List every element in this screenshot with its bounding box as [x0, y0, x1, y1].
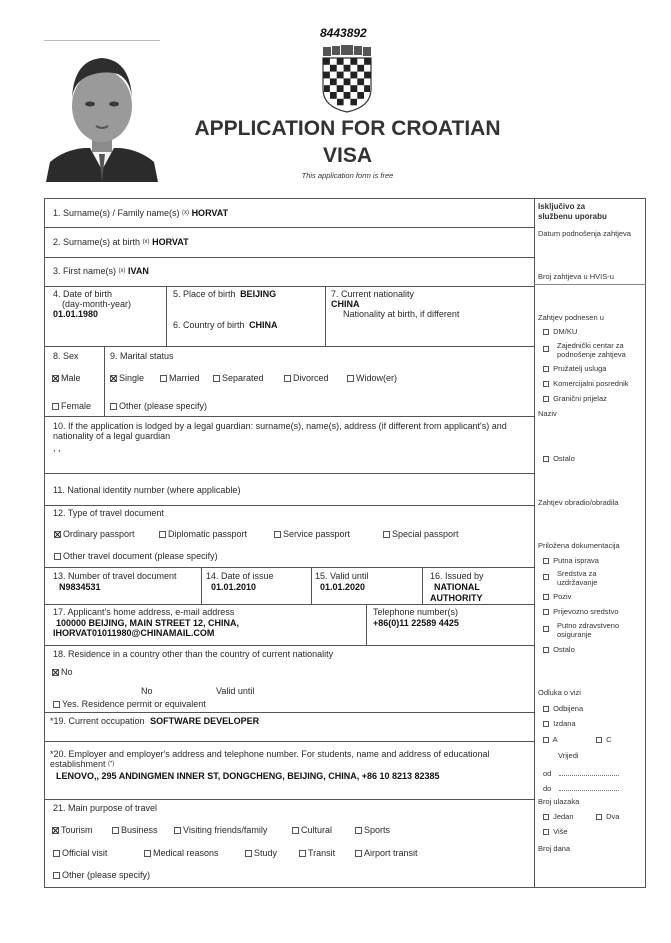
option-label: Business: [121, 825, 158, 835]
purpose-visiting-option[interactable]: [174, 825, 267, 835]
checkbox[interactable]: [543, 574, 549, 580]
col-divider: [166, 286, 167, 346]
checkbox[interactable]: [347, 375, 354, 382]
sidebar-odluka-label: Odluka o vizi: [538, 688, 581, 697]
field-value: N9834531: [59, 582, 101, 592]
checkbox[interactable]: [543, 594, 549, 600]
checkbox[interactable]: [543, 456, 549, 462]
checkbox[interactable]: [596, 737, 602, 743]
checkbox[interactable]: [112, 827, 119, 834]
checkbox[interactable]: [52, 403, 59, 410]
sidebar-dokumentacija-label: Priložena dokumentacija: [538, 541, 620, 550]
row-divider: [44, 473, 534, 474]
field-value: BEIJING: [240, 289, 277, 299]
marital-widow-option[interactable]: [347, 373, 397, 383]
option-label: Male: [61, 373, 81, 383]
checkbox[interactable]: [299, 850, 306, 857]
option-label: Transit: [308, 848, 336, 858]
sidebar-vrijedi-label: Vrijedi: [558, 751, 579, 760]
sidebar-do-field[interactable]: do: [543, 782, 619, 793]
sidebar-opt-dva[interactable]: Dva: [596, 812, 619, 821]
sidebar-dana-label: Broj dana: [538, 844, 571, 853]
field-17-home-address[interactable]: [53, 607, 239, 639]
checkbox[interactable]: [543, 346, 549, 352]
option-label: Other (please specify): [62, 870, 151, 880]
field-2-surname-at-birth[interactable]: [53, 237, 189, 247]
field-label: 4. Date of birth: [53, 289, 113, 299]
checkbox[interactable]: [543, 814, 549, 820]
field-sup: (x): [142, 239, 150, 245]
checkbox[interactable]: [543, 558, 549, 564]
sidebar-divider: [534, 198, 535, 888]
checkbox[interactable]: [53, 872, 60, 879]
row-divider: [44, 645, 534, 646]
field-3-first-name[interactable]: [53, 266, 149, 276]
option-label: Diplomatic passport: [168, 529, 248, 539]
field-15-valid-until[interactable]: [315, 571, 368, 593]
checkbox[interactable]: [54, 553, 61, 560]
option-label: Other (please specify): [119, 401, 208, 411]
od-input[interactable]: [559, 767, 619, 776]
sidebar-obradio-label: Zahtjev obradio/obradila: [538, 498, 619, 507]
checkbox[interactable]: [144, 850, 151, 857]
field-label: *20. Employer and employer's address and telephone number. For students, name and address of educational establishment (*): [50, 749, 490, 769]
purpose-business-option[interactable]: [112, 825, 158, 835]
sidebar-opt-vise[interactable]: Više: [543, 827, 568, 836]
sidebar-opt-izdana[interactable]: Izdana: [543, 719, 576, 728]
sidebar-opt-ostalo2[interactable]: Ostalo: [543, 645, 575, 654]
form-title-line2: VISA: [322, 144, 372, 167]
sidebar-number-label: Broj zahtjeva u HVIS-u: [538, 272, 614, 281]
col-divider: [422, 567, 423, 604]
option-label: Service passport: [283, 529, 351, 539]
field-17-telephone[interactable]: [373, 607, 459, 628]
row-divider: [44, 741, 534, 742]
sidebar-opt-jedan[interactable]: Jedan: [543, 812, 574, 821]
marital-married-option[interactable]: [160, 373, 200, 383]
applicant-photo: [44, 40, 160, 182]
field-label: 7. Current nationality: [331, 289, 415, 299]
sidebar-opt-komercijalni[interactable]: Komercijalni posrednik: [543, 379, 629, 388]
checkbox[interactable]: [543, 366, 549, 372]
field-9-marital-label: 9. Marital status: [110, 351, 174, 361]
row-divider: [44, 567, 534, 568]
sidebar-opt-putna[interactable]: Putna isprava: [543, 556, 599, 565]
field-label: 16. Issued by: [430, 571, 484, 581]
col-divider: [366, 604, 367, 645]
residence-no-option[interactable]: [52, 667, 73, 677]
purpose-transit-option[interactable]: [299, 848, 335, 858]
field-6-country-of-birth[interactable]: [173, 320, 278, 330]
marital-other-option[interactable]: [110, 401, 207, 411]
sidebar-opt-granicni[interactable]: Granični prijelaz: [543, 394, 607, 403]
checkbox-checked[interactable]: [54, 531, 61, 538]
field-value: IVAN: [128, 266, 149, 276]
field-label: *19. Current occupation: [50, 716, 145, 726]
checkbox[interactable]: [292, 827, 299, 834]
document-number: 8443892: [320, 26, 367, 40]
option-label: Visiting friends/family: [183, 825, 268, 835]
sidebar-opt-pruzatelj[interactable]: Pružatelj usluga: [543, 364, 606, 373]
checkbox[interactable]: [53, 701, 60, 708]
field-5-place-of-birth[interactable]: [173, 289, 276, 299]
row-divider: [44, 505, 534, 506]
option-label: Medical reasons: [153, 848, 219, 858]
field-20-employer[interactable]: [50, 749, 520, 781]
option-label: Female: [61, 401, 92, 411]
option-label: No: [61, 667, 73, 677]
checkbox[interactable]: [355, 850, 362, 857]
field-19-occupation[interactable]: [50, 716, 259, 726]
purpose-airport-option[interactable]: [355, 848, 418, 858]
checkbox[interactable]: [543, 829, 549, 835]
sidebar-date-label: Datum podnošenja zahtjeva: [538, 229, 631, 238]
field-value: 01.01.1980: [53, 309, 99, 319]
sidebar-opt-putno[interactable]: Putno zdravstveno osiguranje: [543, 621, 619, 639]
doc-diplomatic-option[interactable]: [159, 529, 247, 539]
purpose-other-option[interactable]: [53, 870, 150, 880]
option-label: Airport transit: [364, 848, 418, 858]
field-sup: (x): [118, 268, 126, 274]
field-label: 2. Surname(s) at birth: [53, 237, 141, 247]
field-label: 15. Valid until: [315, 571, 369, 581]
sidebar-opt-odbijena[interactable]: Odbijena: [543, 704, 583, 713]
field-value: 01.01.2020: [320, 582, 366, 592]
residence-valid-until: Valid until: [216, 686, 255, 696]
field-value: LENOVO,, 295 ANDINGMEN INNER ST, DONGCHENG, BEIJING, CHINA, +86 10 8213 82385: [56, 771, 440, 781]
checkbox[interactable]: [110, 403, 117, 410]
sidebar-opt-prijevozno[interactable]: Prijevozno sredstvo: [543, 607, 619, 616]
residence-yes-option[interactable]: [53, 699, 206, 709]
checkbox[interactable]: [543, 396, 549, 402]
marital-separated-option[interactable]: [213, 373, 264, 383]
purpose-tourism-option[interactable]: [52, 825, 93, 835]
row-divider: [44, 257, 534, 258]
field-18-residence-label: 18. Residence in a country other than the country of current nationality: [53, 649, 334, 659]
option-label: Single: [119, 373, 145, 383]
field-7-nationality[interactable]: [331, 289, 459, 319]
field-label: 13. Number of travel document: [53, 571, 177, 581]
field-value: 01.01.2010: [211, 582, 257, 592]
checkbox[interactable]: [274, 531, 281, 538]
field-sup: (x): [182, 210, 190, 216]
field-value: HORVAT: [152, 237, 189, 247]
field-8-sex-label: 8. Sex: [53, 351, 79, 361]
option-label: Tourism: [61, 825, 93, 835]
field-value: IHORVAT01011980@CHINAMAIL.COM: [53, 628, 215, 638]
checkbox[interactable]: [53, 850, 60, 857]
sidebar-opt-a[interactable]: A: [543, 735, 558, 744]
checkbox[interactable]: [213, 375, 220, 382]
col-divider: [104, 346, 105, 416]
option-label: Other travel document (please specify): [63, 551, 218, 561]
do-input[interactable]: [559, 782, 619, 791]
field-16-issued-by[interactable]: [430, 571, 484, 604]
marital-divorced-option[interactable]: [284, 373, 329, 383]
field-12-travel-doc-label: 12. Type of travel document: [53, 508, 164, 518]
doc-other-option[interactable]: [54, 551, 218, 561]
option-label: Widow(er): [356, 373, 398, 383]
checkbox[interactable]: [245, 850, 252, 857]
field-label: 5. Place of birth: [173, 289, 236, 299]
row-divider: [44, 346, 534, 347]
field-label: 6. Country of birth: [173, 320, 245, 330]
residence-permit-no: No: [141, 686, 153, 696]
sex-female-option[interactable]: [52, 401, 91, 411]
checkbox[interactable]: [543, 329, 549, 335]
sidebar-naziv-label: Naziv: [538, 409, 557, 418]
checkbox-checked[interactable]: [52, 827, 59, 834]
purpose-study-option[interactable]: [245, 848, 277, 858]
field-value: , ,: [53, 443, 61, 453]
sidebar-opt-poziv[interactable]: Poziv: [543, 592, 571, 601]
field-value: 100000 BEIJING, MAIN STREET 12, CHINA,: [56, 617, 240, 628]
checkbox[interactable]: [543, 381, 549, 387]
field-13-doc-number[interactable]: [53, 571, 177, 593]
purpose-medical-option[interactable]: [144, 848, 219, 858]
row-divider: [44, 712, 534, 713]
field-value: HORVAT: [191, 208, 229, 218]
purpose-official-option[interactable]: [53, 848, 107, 858]
checkbox[interactable]: [160, 375, 167, 382]
checkbox-checked[interactable]: [52, 669, 59, 676]
checkbox[interactable]: [355, 827, 362, 834]
croatian-coat-of-arms-icon: [321, 45, 373, 113]
field-value: +86(0)11 22589 4425: [373, 617, 459, 628]
option-label: Separated: [222, 373, 264, 383]
field-11-national-id[interactable]: 11. National identity number (where applicable): [53, 485, 241, 495]
sidebar-opt-c[interactable]: C: [596, 735, 612, 744]
sidebar-opt-sredstva[interactable]: Sredstva za uzdržavanje: [543, 569, 597, 587]
purpose-cultural-option[interactable]: [292, 825, 332, 835]
checkbox-checked[interactable]: [52, 375, 59, 382]
sidebar-submitted-label: Zahtjev podnesen u: [538, 313, 604, 322]
checkbox[interactable]: [543, 626, 549, 632]
field-21-purpose-label: 21. Main purpose of travel: [53, 803, 158, 813]
checkbox[interactable]: [543, 721, 549, 727]
option-label: Study: [254, 848, 278, 858]
option-label: Married: [169, 373, 200, 383]
option-label: Ordinary passport: [63, 529, 135, 539]
field-14-date-of-issue[interactable]: [206, 571, 274, 593]
checkbox[interactable]: [543, 737, 549, 743]
sex-male-option[interactable]: [52, 373, 81, 383]
checkbox[interactable]: [543, 609, 549, 615]
field-value: CHINA: [331, 299, 360, 309]
purpose-sports-option[interactable]: [355, 825, 390, 835]
option-label: Sports: [364, 825, 391, 835]
checkbox[interactable]: [284, 375, 291, 382]
checkbox[interactable]: [383, 531, 390, 538]
checkbox[interactable]: [596, 814, 602, 820]
option-label: Special passport: [392, 529, 459, 539]
sidebar-opt-dmku[interactable]: DM/KU: [543, 327, 577, 336]
option-label: Official visit: [62, 848, 108, 858]
field-label: Telephone number(s): [373, 607, 459, 617]
sidebar-divider-h: [534, 284, 646, 285]
checkbox[interactable]: [174, 827, 181, 834]
field-1-surname[interactable]: [53, 208, 228, 218]
field-label: 14. Date of issue: [206, 571, 274, 581]
sidebar-od-field[interactable]: od: [543, 767, 619, 778]
checkbox[interactable]: [543, 706, 549, 712]
form-subtitle: This application form is free: [301, 171, 394, 180]
field-sublabel: Nationality at birth, if different: [343, 309, 460, 319]
row-divider: [44, 286, 534, 287]
marital-single-option[interactable]: [110, 373, 144, 383]
field-label: 10. If the application is lodged by a legal guardian: surname(s), name(s), address (if different from applicant's) and nationality of a legal guardian: [53, 421, 507, 441]
col-divider: [325, 286, 326, 346]
option-label: Yes. Residence permit or equivalent: [62, 699, 206, 709]
field-value: AUTHORITY: [430, 593, 483, 603]
sidebar-ulazaka-label: Broj ulazaka: [538, 797, 580, 806]
checkbox-checked[interactable]: [110, 375, 117, 382]
row-divider: [44, 227, 534, 228]
doc-service-option[interactable]: [274, 529, 350, 539]
field-10-legal-guardian[interactable]: [53, 421, 523, 453]
sidebar-opt-zajednicki[interactable]: Zajednički centar za podnošenje zahtjeva: [543, 341, 626, 359]
field-value: CHINA: [249, 320, 278, 330]
field-label: 17. Applicant's home address, e-mail address: [53, 607, 235, 617]
field-4-date-of-birth[interactable]: [53, 289, 131, 319]
sidebar-title: Isključivo za službenu uporabu: [538, 202, 607, 221]
col-divider: [311, 567, 312, 604]
option-label: Cultural: [301, 825, 333, 835]
doc-special-option[interactable]: [383, 529, 459, 539]
field-value: SOFTWARE DEVELOPER: [150, 716, 260, 726]
field-label: 1. Surname(s) / Family name(s): [53, 208, 180, 218]
row-divider: [44, 416, 534, 417]
checkbox[interactable]: [543, 647, 549, 653]
form-title-line1: APPLICATION FOR CROATIAN: [194, 117, 501, 140]
sidebar-opt-ostalo[interactable]: Ostalo: [543, 454, 575, 463]
checkbox[interactable]: [159, 531, 166, 538]
row-divider: [44, 799, 534, 800]
col-divider: [201, 567, 202, 604]
doc-ordinary-option[interactable]: [54, 529, 135, 539]
field-sublabel: (day-month-year): [62, 299, 132, 309]
row-divider: [44, 604, 534, 605]
option-label: Divorced: [293, 373, 329, 383]
field-label: 3. First name(s): [53, 266, 117, 276]
field-value: NATIONAL: [434, 582, 480, 592]
